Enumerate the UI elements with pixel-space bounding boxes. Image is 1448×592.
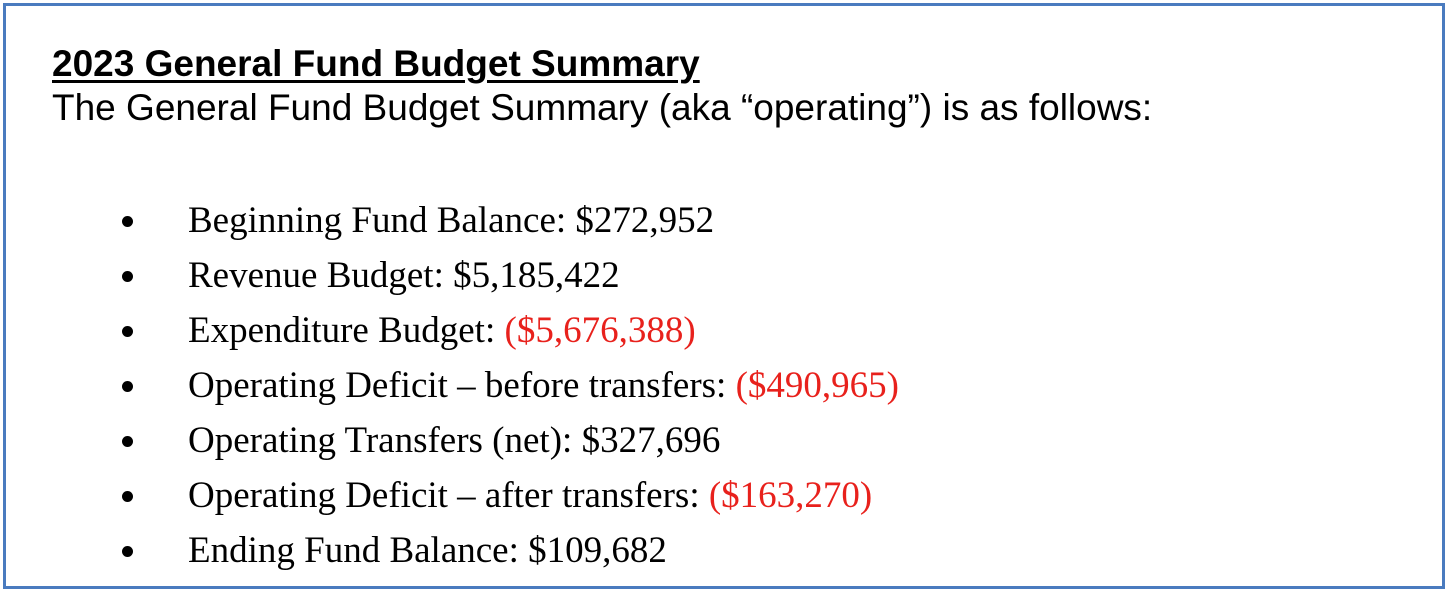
item-label: Operating Deficit – after transfers: [188,475,709,516]
intro-text: The General Fund Budget Summary (aka “operating”) is as follows: [52,87,1153,128]
document-title: 2023 General Fund Budget Summary [52,43,700,84]
list-item [124,248,835,303]
item-value: ($5,676,388) [504,310,696,351]
item-value: ($490,965) [735,365,899,406]
document-frame [3,3,1445,589]
item-label: Ending Fund Balance: [188,530,529,571]
item-label: Operating Transfers (net): [188,420,582,461]
item-value: ($163,270) [708,475,873,516]
item-value: $327,696 [581,420,721,461]
bullet-icon [122,216,133,227]
list-item [124,468,873,523]
list-item [124,303,835,358]
document-content [52,42,1152,130]
list-item [124,523,835,578]
item-value: $109,682 [528,530,667,571]
item-label: Revenue Budget: [188,255,454,296]
bullet-icon [122,271,133,282]
bullet-icon [122,326,133,337]
list-item [124,413,835,468]
list-item [124,358,899,413]
list-item [124,193,835,248]
item-value: $272,952 [575,200,715,241]
item-label: Expenditure Budget: [188,310,505,351]
budget-summary-list [124,193,899,578]
item-value: $5,185,422 [453,255,620,296]
bullet-icon [122,381,133,392]
bullet-icon [122,546,133,557]
bullet-icon [122,436,133,447]
item-label: Beginning Fund Balance: [188,200,576,241]
bullet-icon [122,491,133,502]
item-label: Operating Deficit – before transfers: [188,365,736,406]
